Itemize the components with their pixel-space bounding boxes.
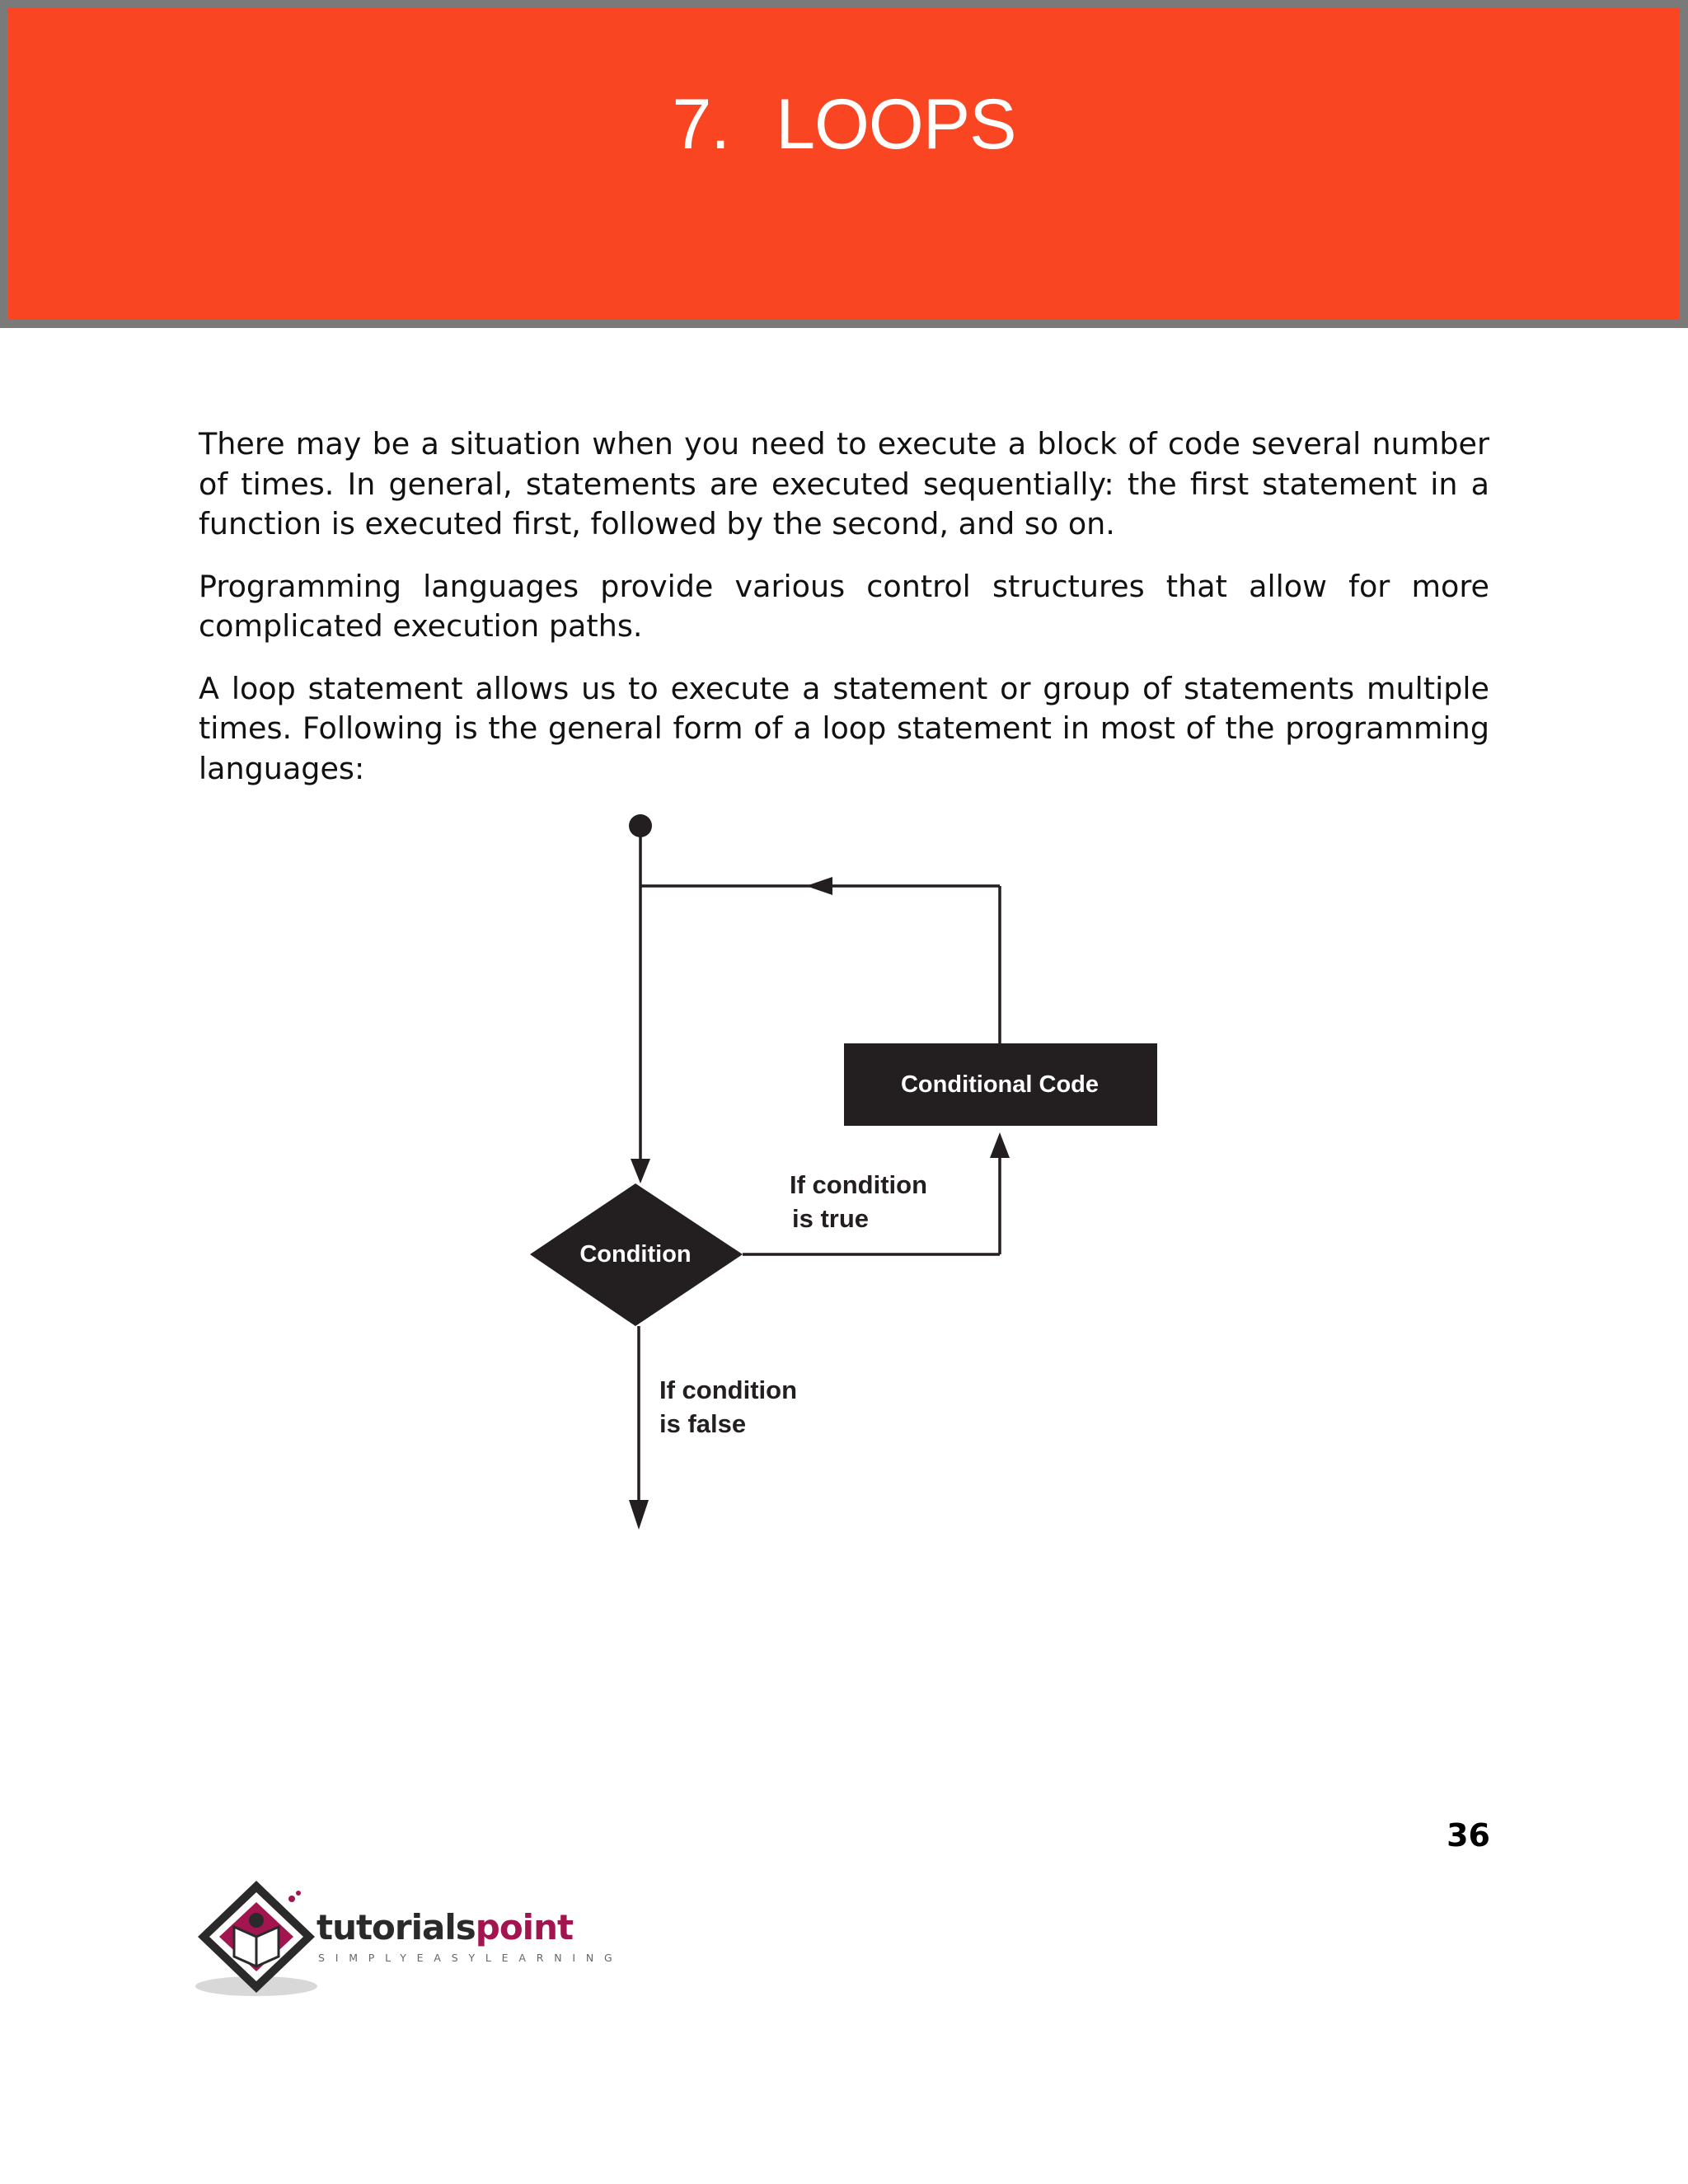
- false-label-line2: is false: [659, 1409, 747, 1438]
- page-number: 36: [1447, 1817, 1490, 1854]
- paragraph: There may be a situation when you need to execute a block of code several number of times. In general, statements are executed sequentially: the first statement in a function is executed first, followed by the second, and so on.: [199, 426, 1489, 541]
- logo-wordmark: tutorialspoint: [316, 1907, 574, 1947]
- true-branch-arrowhead: [990, 1132, 1010, 1158]
- paragraph: A loop statement allows us to execute a statement or group of statements multiple times. Following is the general form of a loop statement in most of the programming languages:: [199, 670, 1489, 786]
- conditional-code-label: Conditional Code: [900, 1071, 1100, 1098]
- false-branch-arrowhead: [629, 1500, 649, 1530]
- false-label-line1: If condition: [659, 1376, 798, 1404]
- true-label-line2: is true: [792, 1204, 870, 1233]
- condition-label: Condition: [579, 1241, 692, 1268]
- logo-emblem-icon: [195, 1877, 318, 2001]
- true-label-line1: If condition: [790, 1170, 928, 1199]
- chapter-number: 7.: [672, 85, 730, 164]
- start-dot: [629, 814, 652, 837]
- entry-arrowhead: [631, 1159, 650, 1183]
- paragraph: Programming languages provide various control structures that allow for more complicated execution paths.: [199, 568, 1489, 644]
- chapter-title-text: LOOPS: [776, 85, 1016, 164]
- logo-tagline: SIMPLYEASYLEARNING: [318, 1952, 623, 1964]
- tutorialspoint-logo: [195, 1877, 623, 2001]
- loop-back-arrowhead: [806, 877, 832, 895]
